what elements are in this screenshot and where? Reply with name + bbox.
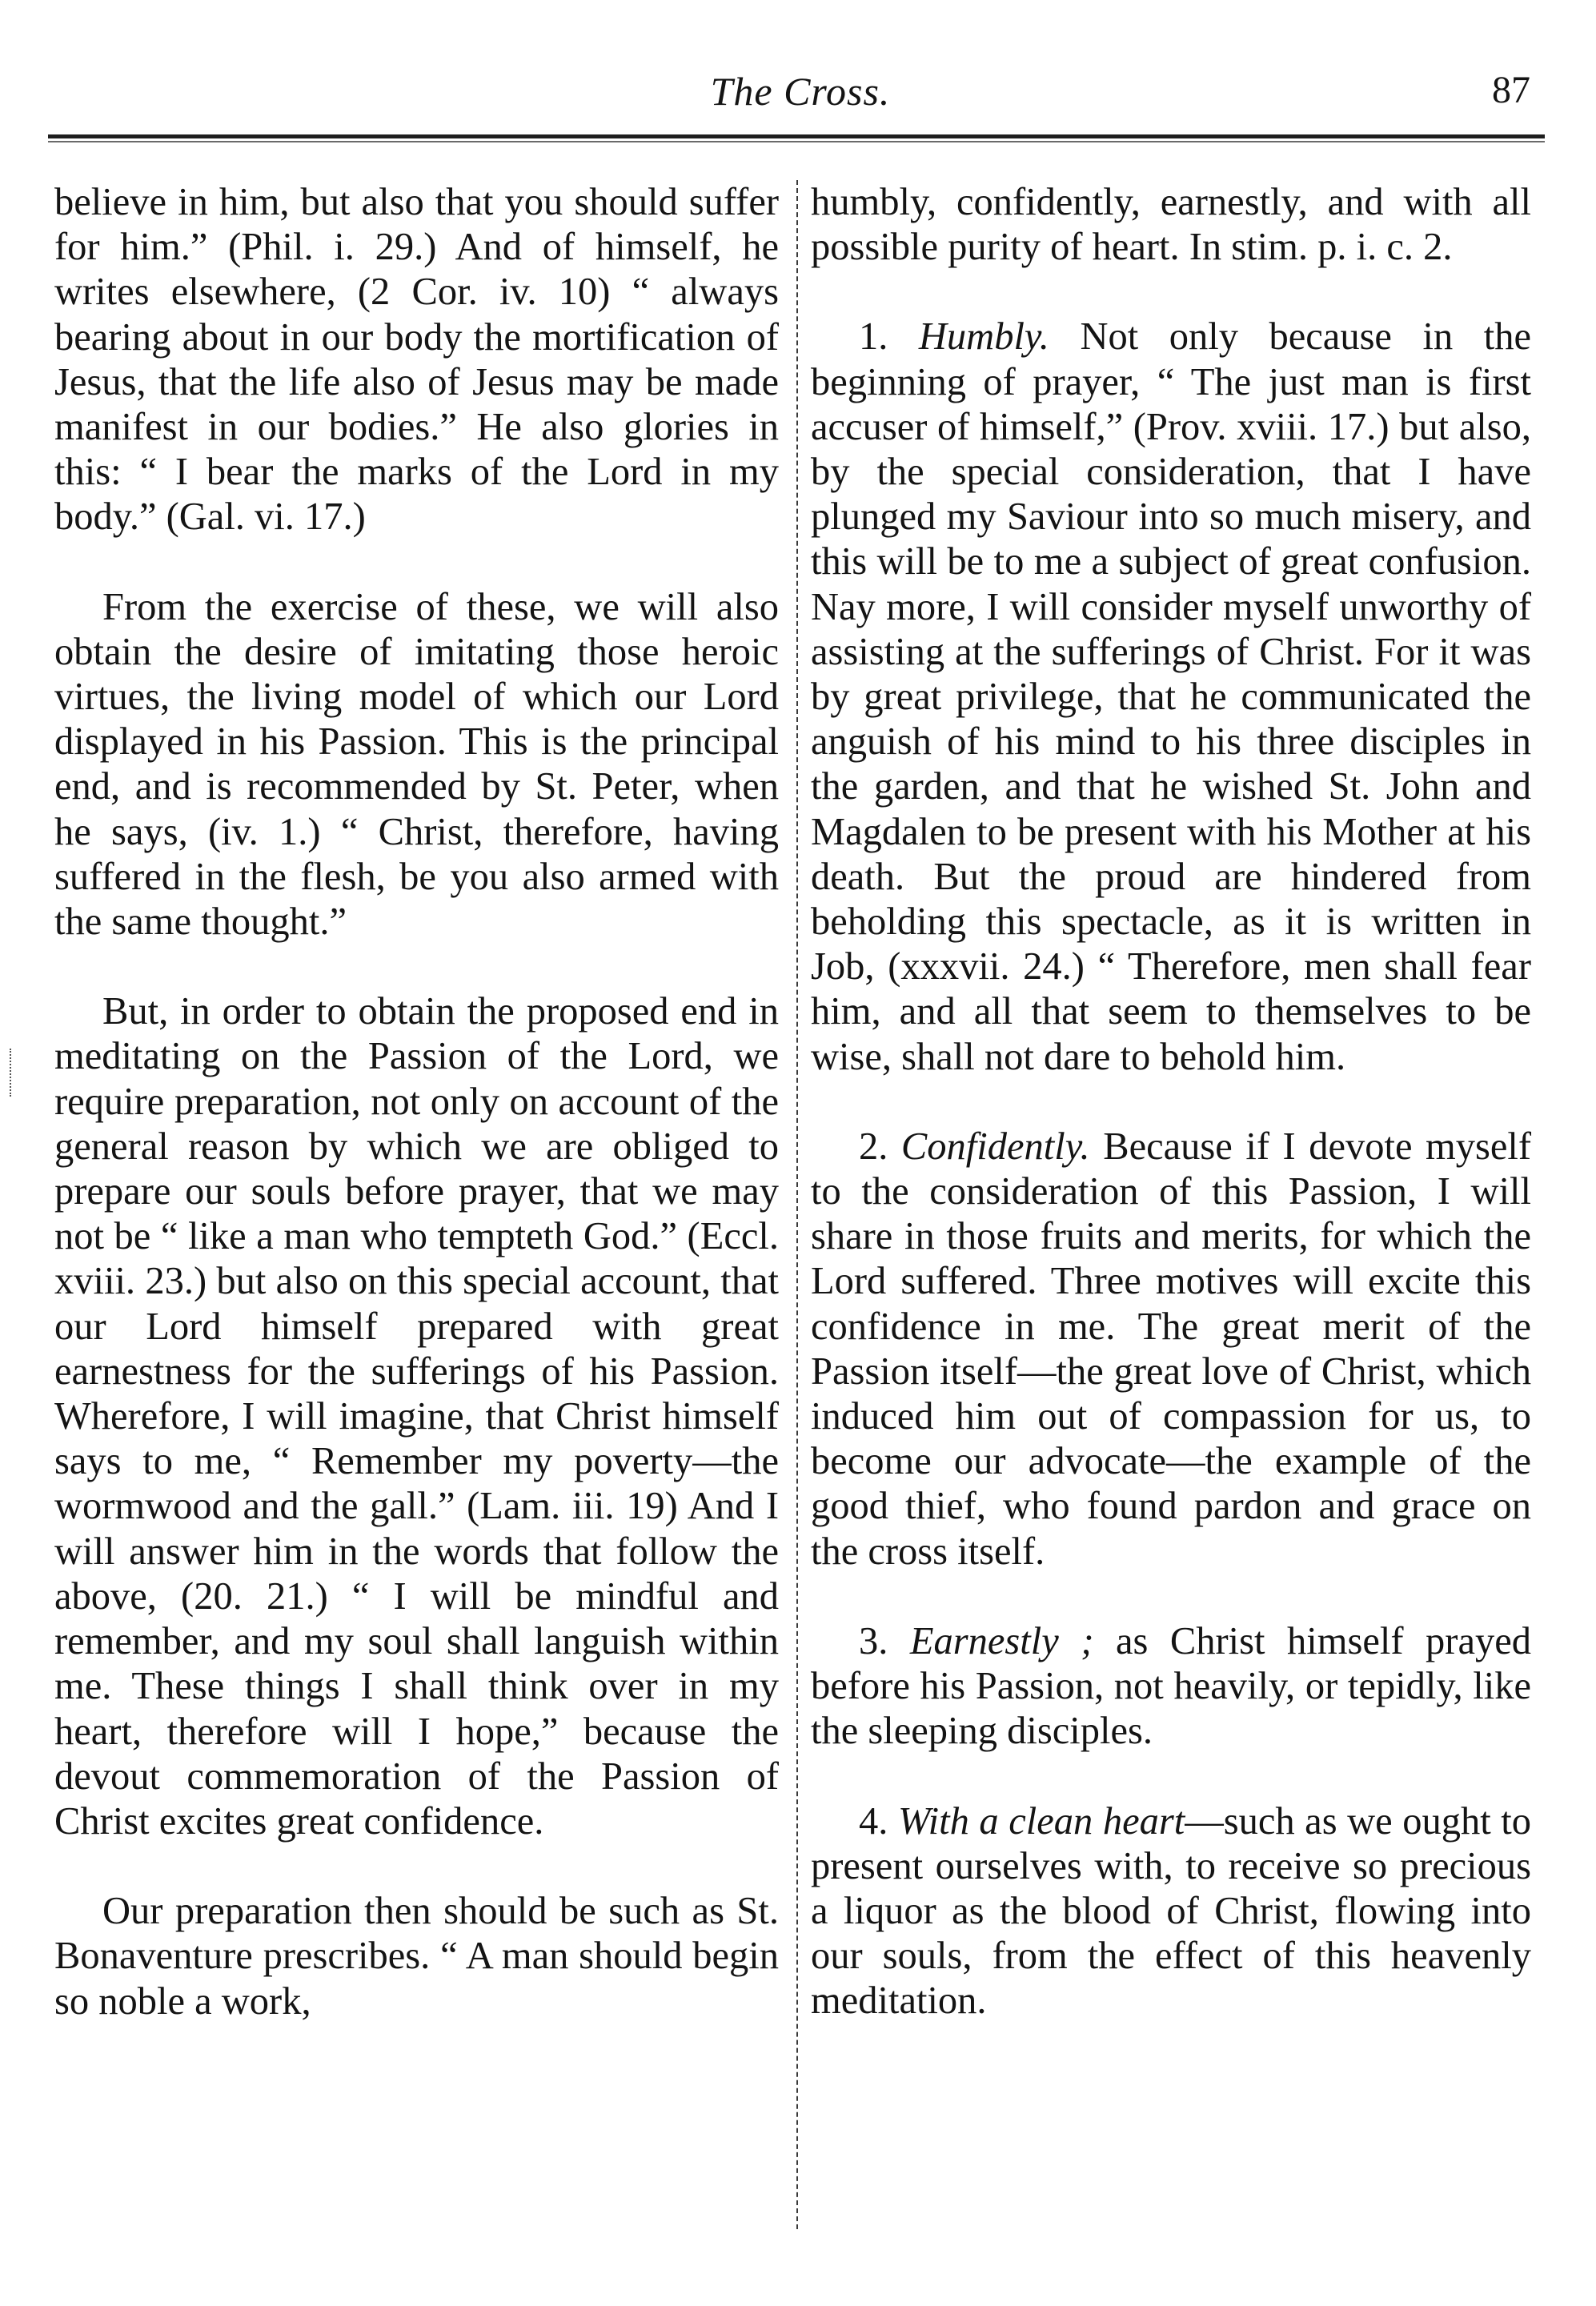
margin-mark [10,1049,13,1097]
header-rule-thin [48,141,1545,142]
item-number: 2. [859,1125,901,1168]
running-head [56,68,1545,124]
page-number: 87 [1492,69,1530,111]
running-title: The Cross. [710,69,891,114]
item-number: 3. [859,1619,910,1662]
item-text: Because if I devote myself to the consideration of this Passion, I will share in those fruits and merits, for which the Lord suffered. Three motives will excite this confidence in me. The great merit of the Passion itself—the great love of Christ, which induced him out of compassion for us, to become our advocate—the example of the good thief, who found pardon and grace on the cross itself. [811,1125,1532,1573]
item-text: as Christ himself prayed before his Passion, not heavily, or tepidly, like the sleeping disciples. [811,1619,1531,1753]
item-text: Not only because in the beginning of prayer, “ The just man is first accuser of himself,” (Prov. xviii. 17.) but also, by the special consideration, that I have plunged my Saviour into so much misery, and this will be to me a subject of great confusion. Nay more, I will consider myself unworthy of assisting at the sufferings of Christ. For it was by great privilege, that he communicated the anguish of his mind to his three disciples in the garden, and that he wished St. John and Magdalen to be present with his Mother at his death. But the proud are hindered from beholding this spectacle, as it is written in Job, (xxxvii. 24.) “ Therefore, men shall fear him, and all that seem to themselves to be wise, shall not dare to behold him. [811,315,1531,1078]
left-column [54,180,779,2024]
right-paragraph-1: humbly, confidently, earnestly, and with all possible purity of heart. In stim. p. i. c. 2. [811,181,1531,269]
item-number: 4. [859,1799,898,1843]
right-paragraph-humbly [811,315,1531,1079]
item-text: —such as we ought to present ourselves with, to receive so precious a liquor as the blood of Christ, flowing into our souls, from the effect of this heavenly meditation. [811,1799,1531,2023]
item-heading: Confidently. [900,1125,1090,1168]
right-paragraph-confidently [811,1125,1531,1574]
item-number: 1. [859,315,919,359]
left-paragraph-3: But, in order to obtain the proposed end in meditating on the Passion of the Lord, we require preparation, not only on account of the general reason by which we are obliged to prepare our souls before prayer, that we may not be “ like a man who tempteth God.” (Eccl. xviii. 23.) but also on this special account, that our Lord himself prepared with great earnestness for the sufferings of his Passion. Wherefore, I will imagine, that Christ himself says to me, “ Remember my poverty—the wormwood and the gall.” (Lam. iii. 19) And I will answer him in the words that follow the above, (20. 21.) “ I will be mindful and remember, and my soul shall languish within me. These things I shall think over in my heart, therefore will I hope,” because the devout commemoration of the Passion of Christ excites great confidence. [54,990,779,1843]
left-paragraph-2: From the exercise of these, we will also obtain the desire of imitating those heroic virtues, the living model of which our Lord displayed in his Passion. This is the principal end, and is recommended by St. Peter, when he says, (iv. 1.) “ Christ, therefore, having suffered in the flesh, be you also armed with the same thought.” [54,585,779,944]
column-divider [796,180,800,2229]
right-paragraph-clean-heart [811,1799,1531,2024]
right-column [811,180,1531,2024]
item-heading: Humbly. [918,315,1049,359]
item-heading: Earnestly ; [909,1619,1094,1662]
header-rule [48,134,1545,138]
left-paragraph-1: believe in him, but also that you should suffer for him.” (Phil. i. 29.) And of himself, he writes elsewhere, (2 Cor. iv. 10) “ always bearing about in our body the mortification of Jesus, that the life also of Jesus may be made manifest in our bodies.” He also glories in this: “ I bear the marks of the Lord in my body.” (Gal. vi. 17.) [54,181,779,539]
right-paragraph-earnestly [811,1619,1531,1755]
left-paragraph-4: Our preparation then should be such as St. Bonaventure prescribes. “ A man should begin so noble a work, [54,1890,779,2023]
item-heading: With a clean heart [897,1799,1185,1843]
